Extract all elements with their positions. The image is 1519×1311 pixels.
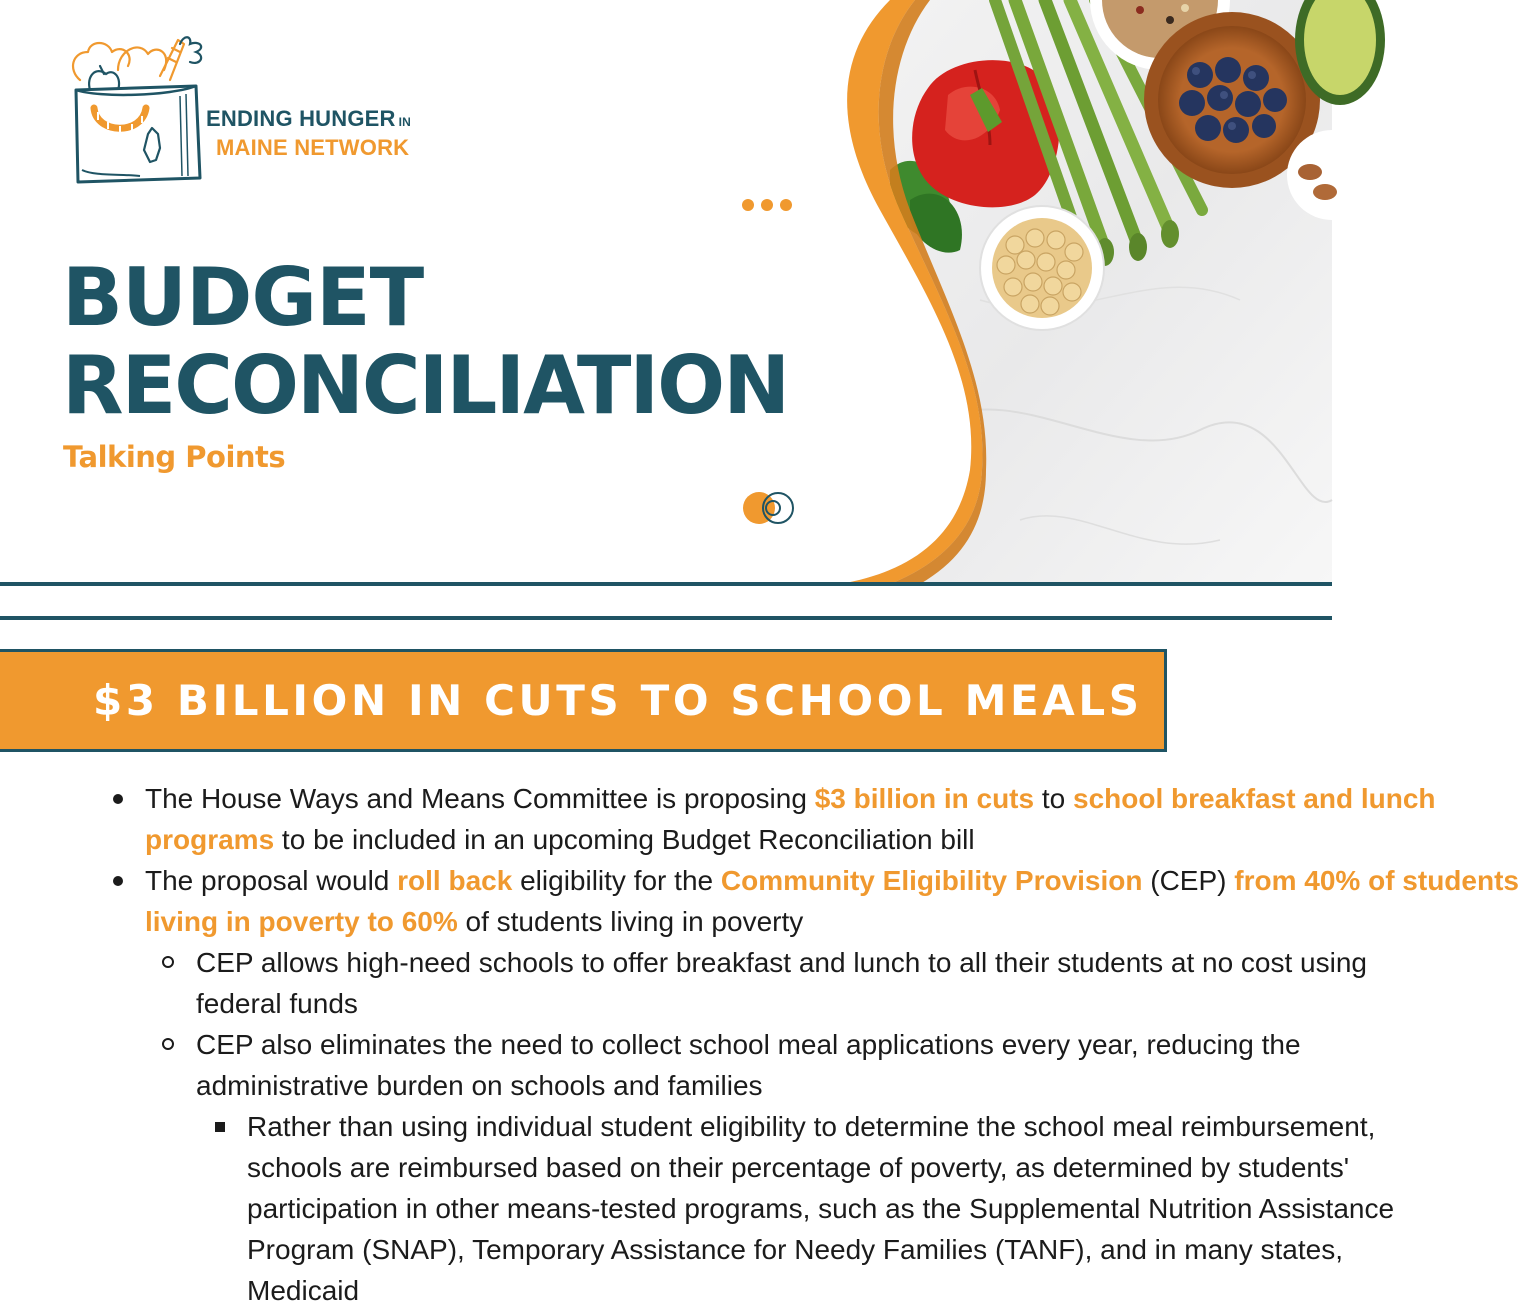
sub-list-item: CEP also eliminates the need to collect school meal applications every year, reducing the: [196, 1029, 1301, 1060]
divider-bottom: [0, 616, 1332, 620]
page-subtitle: Talking Points: [63, 440, 286, 474]
divider-top: [0, 582, 1332, 586]
org-name-line2: MAINE NETWORK: [216, 135, 410, 160]
text: (CEP): [1142, 865, 1235, 896]
sub-list-item-continued: administrative burden on schools and families: [196, 1070, 763, 1101]
bullet-icon: [113, 794, 123, 804]
text: The House Ways and Means Committee is proposing: [145, 783, 815, 814]
text: eligibility for the: [512, 865, 721, 896]
list-item: [145, 778, 1436, 819]
sub-list-item: CEP allows high-need schools to offer breakfast and lunch to all their students at no cost using: [196, 947, 1367, 978]
nested-list-item-continued: schools are reimbursed based on their percentage of poverty, as determined by students': [247, 1152, 1350, 1183]
food-photo: [820, 0, 1332, 584]
org-name-in: IN: [398, 115, 412, 129]
sub-list-item-continued: federal funds: [196, 988, 358, 1019]
list-item-continued: [145, 901, 803, 942]
title-line1: BUDGET: [62, 251, 424, 344]
section-banner: [0, 649, 1167, 752]
header: [0, 0, 1332, 584]
highlight: roll back: [397, 865, 513, 896]
organization-name: [206, 106, 411, 161]
highlight: school breakfast and lunch: [1073, 783, 1436, 814]
nested-list-item-continued: Program (SNAP), Temporary Assistance for Needy Families (TANF), and in many states,: [247, 1234, 1343, 1265]
sub-bullet-icon: [162, 1038, 174, 1050]
highlight: Community Eligibility Provision: [720, 865, 1143, 896]
nested-list-item-continued: participation in other means-tested programs, such as the Supplemental Nutrition Assistance: [247, 1193, 1395, 1224]
highlight: living in poverty to 60%: [145, 906, 458, 937]
highlight: from 40% of students: [1234, 865, 1519, 896]
highlight: programs: [145, 824, 275, 855]
decorative-dots-icon: [742, 198, 799, 216]
highlight: $3 billion in cuts: [814, 783, 1035, 814]
text: The proposal would: [145, 865, 398, 896]
page-title: [62, 251, 789, 432]
sub-bullet-icon: [162, 956, 174, 968]
decorative-circles-icon: [742, 490, 802, 530]
text: to: [1034, 783, 1073, 814]
nested-list-item: Rather than using individual student eligibility to determine the school meal reimbursement,: [247, 1111, 1376, 1142]
text: of students living in poverty: [457, 906, 804, 937]
list-item-continued: [145, 819, 975, 860]
title-line2: RECONCILIATION: [62, 339, 789, 432]
nested-list-item-continued: Medicaid: [247, 1275, 360, 1306]
org-name-line1: ENDING HUNGER: [206, 106, 396, 131]
text: to be included in an upcoming Budget Reconciliation bill: [274, 824, 975, 855]
section-heading: $3 BILLION IN CUTS TO SCHOOL MEALS: [93, 676, 1143, 725]
square-bullet-icon: [215, 1122, 225, 1132]
list-item: [145, 860, 1519, 901]
bullet-icon: [113, 876, 123, 886]
shopping-bag-logo-icon: [60, 30, 220, 190]
chickpea-bowl: [980, 206, 1104, 330]
